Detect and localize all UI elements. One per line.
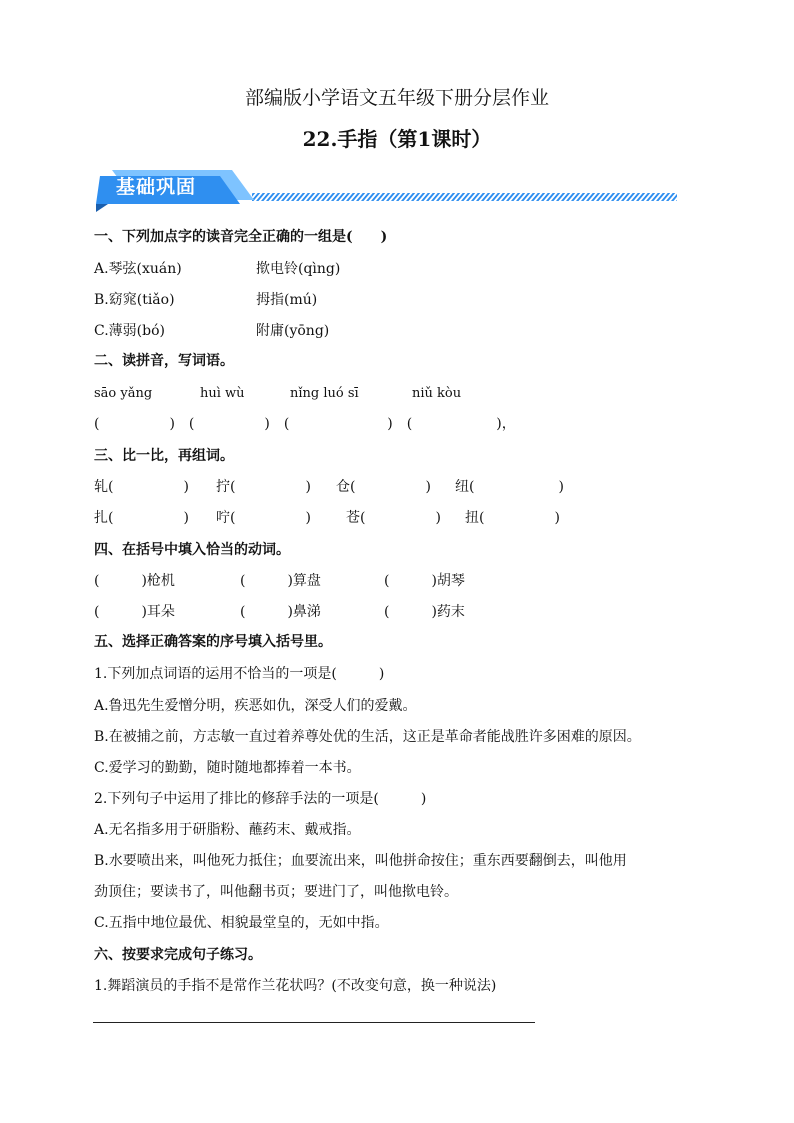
q4-item: ( )鼻涕 xyxy=(240,604,321,620)
q3-item: 纽( ) xyxy=(455,479,564,495)
q5-s2-option-a: A.无名指多用于研脂粉、蘸药末、戴戒指。 xyxy=(94,822,361,838)
banner-hatch-strip xyxy=(252,193,677,201)
lesson-title: 22.手指（第1课时） xyxy=(302,127,492,151)
q3-item: 咛( ) xyxy=(216,510,311,526)
q4-heading: 四、在括号中填入恰当的动词。 xyxy=(94,542,290,558)
banner-tab-fold xyxy=(96,204,108,212)
q5-s2-option-b-line2: 劲顶住；要读书了，叫他翻书页；要进门了，叫他揿电铃。 xyxy=(94,884,458,900)
q1-option-b2: 拇指(mú) xyxy=(256,292,318,308)
answer-line xyxy=(93,1022,535,1023)
q5-subquestion-1: 1.下列加点词语的运用不恰当的一项是( ) xyxy=(94,666,385,682)
q2-heading: 二、读拼音，写词语。 xyxy=(94,353,234,369)
q6-subquestion-1: 1.舞蹈演员的手指不是常作兰花状吗？(不改变句意，换一种说法) xyxy=(94,978,497,994)
q4-item: ( )耳朵 xyxy=(94,604,175,620)
q5-s1-option-a: A.鲁迅先生爱憎分明，疾恶如仇，深受人们的爱戴。 xyxy=(94,698,417,714)
q4-item: ( )胡琴 xyxy=(384,573,465,589)
banner-label: 基础巩固 xyxy=(116,176,197,198)
q3-heading: 三、比一比，再组词。 xyxy=(94,448,234,464)
q5-s1-option-c: C.爱学习的勤勤，随时随地都捧着一本书。 xyxy=(94,760,361,776)
q3-item: 轧( ) xyxy=(94,479,189,495)
q4-item: ( )药末 xyxy=(384,604,465,620)
q1-option-a2: 揿电铃(qìng) xyxy=(256,261,341,277)
q3-item: 扭( ) xyxy=(465,510,560,526)
q1-option-c1: C.薄弱(bó) xyxy=(94,323,165,339)
q1-option-a1: A.琴弦(xuán) xyxy=(94,261,182,277)
q2-pinyin-2: huì wù xyxy=(200,386,245,401)
q2-pinyin-4: niǔ kòu xyxy=(412,386,462,401)
q4-item: ( )算盘 xyxy=(240,573,321,589)
q5-s2-option-c: C.五指中地位最优、相貌最堂皇的，无如中指。 xyxy=(94,915,389,931)
q3-item: 扎( ) xyxy=(94,510,189,526)
q2-pinyin-3: nǐng luó sī xyxy=(290,386,359,401)
q5-subquestion-2: 2.下列句子中运用了排比的修辞手法的一项是( ) xyxy=(94,791,427,807)
q1-heading: 一、下列加点字的读音完全正确的一组是( ) xyxy=(94,229,388,245)
q5-s2-option-b-line1: B.水要喷出来，叫他死力抵住；血要流出来，叫他拼命按住；重东西要翻倒去，叫他用 xyxy=(94,853,627,869)
q5-s1-option-b: B.在被捕之前，方志敏一直过着养尊处优的生活，这正是革命者能战胜许多困难的原因。 xyxy=(94,729,641,745)
q3-item: 仓( ) xyxy=(336,479,431,495)
q1-option-b1: B.窈窕(tiǎo) xyxy=(94,292,175,308)
q5-heading: 五、选择正确答案的序号填入括号里。 xyxy=(94,634,332,650)
q4-item: ( )枪机 xyxy=(94,573,175,589)
q2-pinyin-1: sāo yǎng xyxy=(94,386,153,401)
q2-answer-blanks: ( ) ( ) ( ) ( )， xyxy=(94,416,516,432)
q3-item: 拧( ) xyxy=(216,479,311,495)
q6-heading: 六、按要求完成句子练习。 xyxy=(94,947,262,963)
q1-option-c2: 附庸(yōng) xyxy=(256,323,330,339)
page-title: 部编版小学语文五年级下册分层作业 xyxy=(244,87,549,109)
q3-item: 苍( ) xyxy=(346,510,441,526)
